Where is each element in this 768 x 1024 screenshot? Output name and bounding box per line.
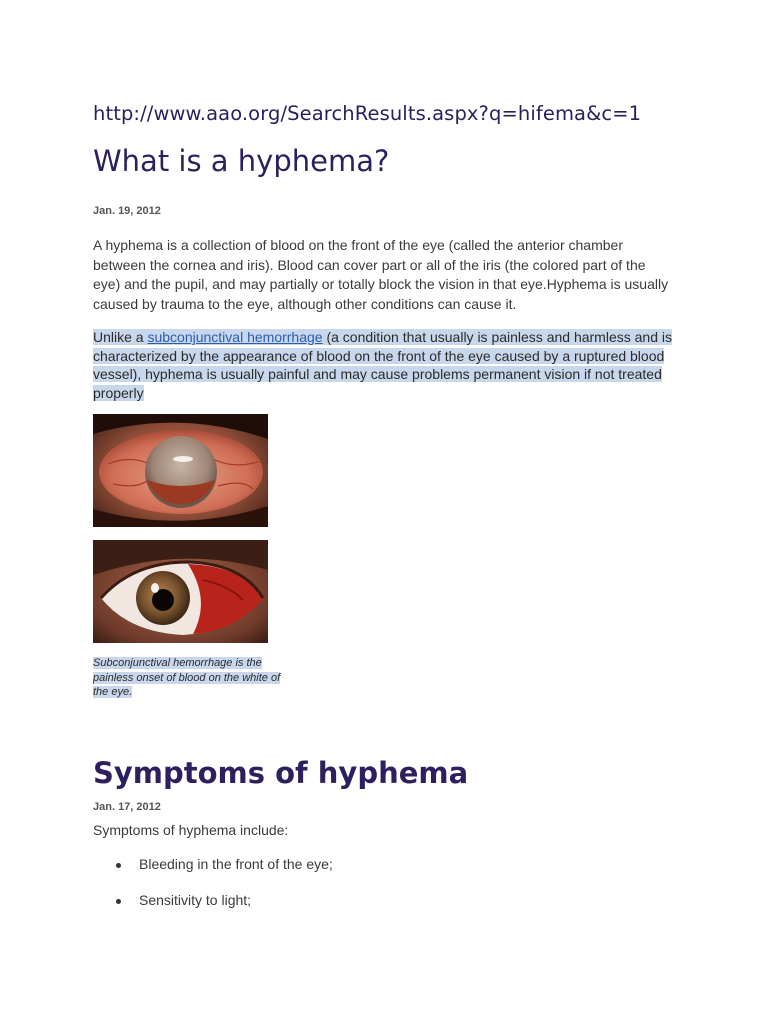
list-item (93, 892, 333, 928)
section2-date: Jan. 17, 2012 (93, 801, 161, 813)
hyphema-definition-paragraph: A hyphema is a collection of blood on the front of the eye (called the anterior chamber between the cornea and iris). Blood can cover part or all of the iris (the colored part of the eye) and the pupil, and may partially or totally block the vision in that eye.Hyphema is usually caused by trauma to the eye, although other conditions can cause it. (93, 237, 669, 312)
symptoms-intro: Symptoms of hyphema include: (93, 822, 289, 838)
symptom-text: Sensitivity to light; (139, 892, 252, 908)
bullet-icon (116, 863, 121, 868)
highlight-suffix: (a condition that usually is painless and harmless and is characterized by the appearance of blood on the front of the eye caused by a ruptured blood vessel), hyphema is usually painful and may cause problems permanent vision if not treated properly (93, 329, 672, 401)
subconjunctival-hemorrhage-link[interactable]: subconjunctival hemorrhage (147, 329, 323, 345)
section-title-symptoms: Symptoms of hyphema (93, 756, 469, 790)
caption-text: Subconjunctival hemorrhage is the painless onset of blood on the white of the eye. (93, 657, 281, 699)
subconjunctival-hemorrhage-photo (93, 540, 268, 643)
hyphema-eye-photo (93, 414, 268, 527)
highlight-prefix: Unlike a (93, 329, 148, 345)
image-caption (93, 656, 283, 700)
section1-date: Jan. 19, 2012 (93, 205, 161, 217)
bullet-icon (116, 899, 121, 904)
list-item (93, 856, 333, 892)
highlighted-comparison-paragraph (93, 328, 673, 402)
symptoms-list (93, 856, 333, 928)
symptom-text: Bleeding in the front of the eye; (139, 856, 333, 872)
section-title-what-is-hyphema: What is a hyphema? (93, 144, 390, 178)
source-url[interactable]: http://www.aao.org/SearchResults.aspx?q=hifema&c=1 (93, 102, 642, 125)
